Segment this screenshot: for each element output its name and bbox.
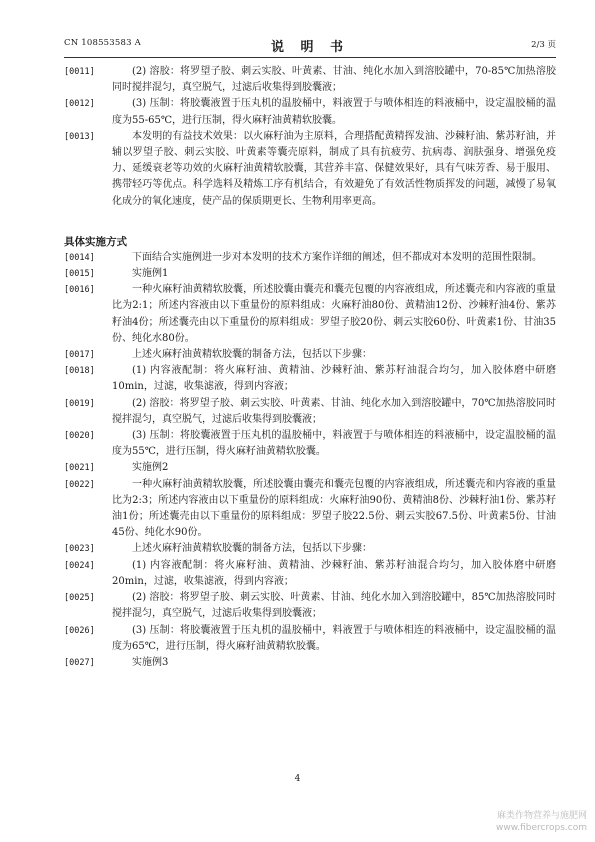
paragraph xyxy=(64,558,556,590)
paragraph xyxy=(64,282,556,347)
document-id: CN 108553583 A xyxy=(64,38,141,48)
paragraph-text: 一种火麻籽油黄精软胶囊，所述胶囊由囊壳和囊壳包覆的内容液组成，所述囊壳和内容液的重量比为2:1；所述内容液由以下重量份的原料组成：火麻籽油80份、黄精油12份、沙棘籽油4份、紫苏籽油4份；所述囊壳由以下重量份的原料组成：罗望子胶20份、刺云实胶60份、叶黄素1份、甘油35份、纯化水80份。 xyxy=(112,284,556,344)
paragraph xyxy=(64,129,556,210)
paragraph-number: [0022] xyxy=(64,479,95,490)
paragraph-text: 实施例3 xyxy=(132,656,169,668)
paragraph xyxy=(64,347,556,363)
paragraph-number: [0023] xyxy=(64,544,95,555)
paragraph-group-bottom xyxy=(64,250,556,671)
paragraph-text: 下面结合实施例进一步对本发明的技术方案作详细的阐述，但不都成对本发明的范围性限制。 xyxy=(132,251,542,263)
page-reference: 2/3 页 xyxy=(531,40,556,50)
paragraph-number: [0027] xyxy=(64,657,95,668)
paragraph xyxy=(64,477,556,542)
watermark-title: 麻类作物营养与施肥网 xyxy=(496,811,587,821)
paragraph-number: [0016] xyxy=(64,285,95,296)
paragraph-number: [0015] xyxy=(64,269,95,280)
paragraph-text: (2) 溶胶：将罗望子胶、刺云实胶、叶黄素、甘油、纯化水加入到溶胶罐中，70-85℃加热溶胶同时搅拌混匀，真空脱气，过滤后收集得到胶囊液； xyxy=(112,66,556,94)
paragraph-text: 实施例2 xyxy=(132,462,169,474)
paragraph-text: (3) 压制：将胶囊液置于压丸机的温胶桶中，料液置于与喷体相连的料液桶中，设定温胶桶的温度为65℃，进行压制，得火麻籽油黄精软胶囊。 xyxy=(112,624,556,652)
paragraph-number: [0017] xyxy=(64,350,95,361)
page-number: 4 xyxy=(294,774,301,784)
paragraph xyxy=(64,250,556,266)
paragraph xyxy=(64,460,556,476)
document-body xyxy=(64,64,556,671)
paragraph-text: (3) 压制：将胶囊液置于压丸机的温胶桶中，料液置于与喷体相连的料液桶中，设定温胶桶的温度为55℃，进行压制，得火麻籽油黄精软胶囊。 xyxy=(112,430,556,458)
paragraph xyxy=(64,96,556,128)
paragraph xyxy=(64,428,556,460)
paragraph-text: 一种火麻籽油黄精软胶囊，所述胶囊由囊壳和囊壳包覆的内容液组成，所述囊壳和内容液的重量比为2:3；所述内容液由以下重量份的原料组成：火麻籽油90份、黄精油8份、沙棘籽油1份、紫苏籽油1份；所述囊壳由以下重量份的原料组成：罗望子胶22.5份、刺云实胶67.5份、叶黄素5份、甘油45份、纯化水90份。 xyxy=(112,478,556,539)
paragraph-text: (3) 压制：将胶囊液置于压丸机的温胶桶中，料液置于与喷体相连的料液桶中，设定温胶桶的温度为55-65℃，进行压制，得火麻籽油黄精软胶囊。 xyxy=(112,98,556,126)
section-heading: 具体实施方式 xyxy=(64,235,127,248)
paragraph-number: [0018] xyxy=(64,366,95,377)
page-header xyxy=(64,36,556,54)
paragraph-number: [0025] xyxy=(64,593,95,604)
paragraph-number: [0021] xyxy=(64,463,95,474)
paragraph xyxy=(64,396,556,428)
paragraph xyxy=(64,541,556,557)
paragraph xyxy=(64,266,556,282)
paragraph-text: 实施例1 xyxy=(132,268,169,280)
paragraph xyxy=(64,590,556,622)
paragraph-text: 本发明的有益技术效果：以火麻籽油为主原料，合理搭配黄精挥发油、沙棘籽油、紫苏籽油，并辅以罗望子胶、刺云实胶、叶黄素等囊壳原料，制成了具有抗疲劳、抗病毒、润肤强身、增强免疫力、延缓衰老等功效的火麻籽油黄精软胶囊，其营养丰富、保健效果好，具有气味芳香、易于服用、携带轻巧等优点。科学选料及精炼工序有机结合，有效避免了有效活性物质挥发的问题，减慢了易氧化成分的氧化速度，使产品的保质期更长、生物利用率更高。 xyxy=(112,130,556,207)
paragraph-text: (2) 溶胶：将罗望子胶、刺云实胶、叶黄素、甘油、纯化水加入到溶胶罐中，70℃加热溶胶同时搅拌混匀，真空脱气，过滤后收集得到胶囊液； xyxy=(112,397,556,425)
paragraph-number: [0013] xyxy=(64,131,95,142)
paragraph-number: [0024] xyxy=(64,560,95,571)
paragraph-number: [0014] xyxy=(64,252,95,263)
paragraph-text: 上述火麻籽油黄精软胶囊的制备方法，包括以下步骤： xyxy=(132,543,372,555)
paragraph xyxy=(64,363,556,395)
section-spacer xyxy=(64,210,556,234)
paragraph-number: [0012] xyxy=(64,99,95,110)
paragraph-number: [0020] xyxy=(64,431,95,442)
document-title: 说 明 书 xyxy=(270,40,350,55)
paragraph-number: [0011] xyxy=(64,67,95,77)
paragraph-group-top xyxy=(64,64,556,210)
paragraph-number: [0019] xyxy=(64,398,95,409)
paragraph xyxy=(64,64,556,96)
header-divider xyxy=(64,57,556,58)
watermark-url: www.fibercrops.com xyxy=(496,823,587,833)
paragraph-text: (1) 内容液配制：将火麻籽油、黄精油、沙棘籽油、紫苏籽油混合均匀，加入胶体磨中研磨20min，过滤，收集滤液，得到内容液； xyxy=(112,559,556,587)
paragraph-text: (1) 内容液配制：将火麻籽油、黄精油、沙棘籽油、紫苏籽油混合均匀，加入胶体磨中研磨10min，过滤，收集滤液，得到内容液； xyxy=(112,365,556,393)
paragraph-text: (2) 溶胶：将罗望子胶、刺云实胶、叶黄素、甘油、纯化水加入到溶胶罐中，85℃加热溶胶同时搅拌混匀，真空脱气，过滤后收集得到胶囊液； xyxy=(112,592,556,620)
paragraph xyxy=(64,655,556,671)
site-watermark xyxy=(496,810,587,834)
paragraph-text: 上述火麻籽油黄精软胶囊的制备方法，包括以下步骤： xyxy=(132,349,372,361)
paragraph-number: [0026] xyxy=(64,625,95,636)
paragraph xyxy=(64,623,556,655)
